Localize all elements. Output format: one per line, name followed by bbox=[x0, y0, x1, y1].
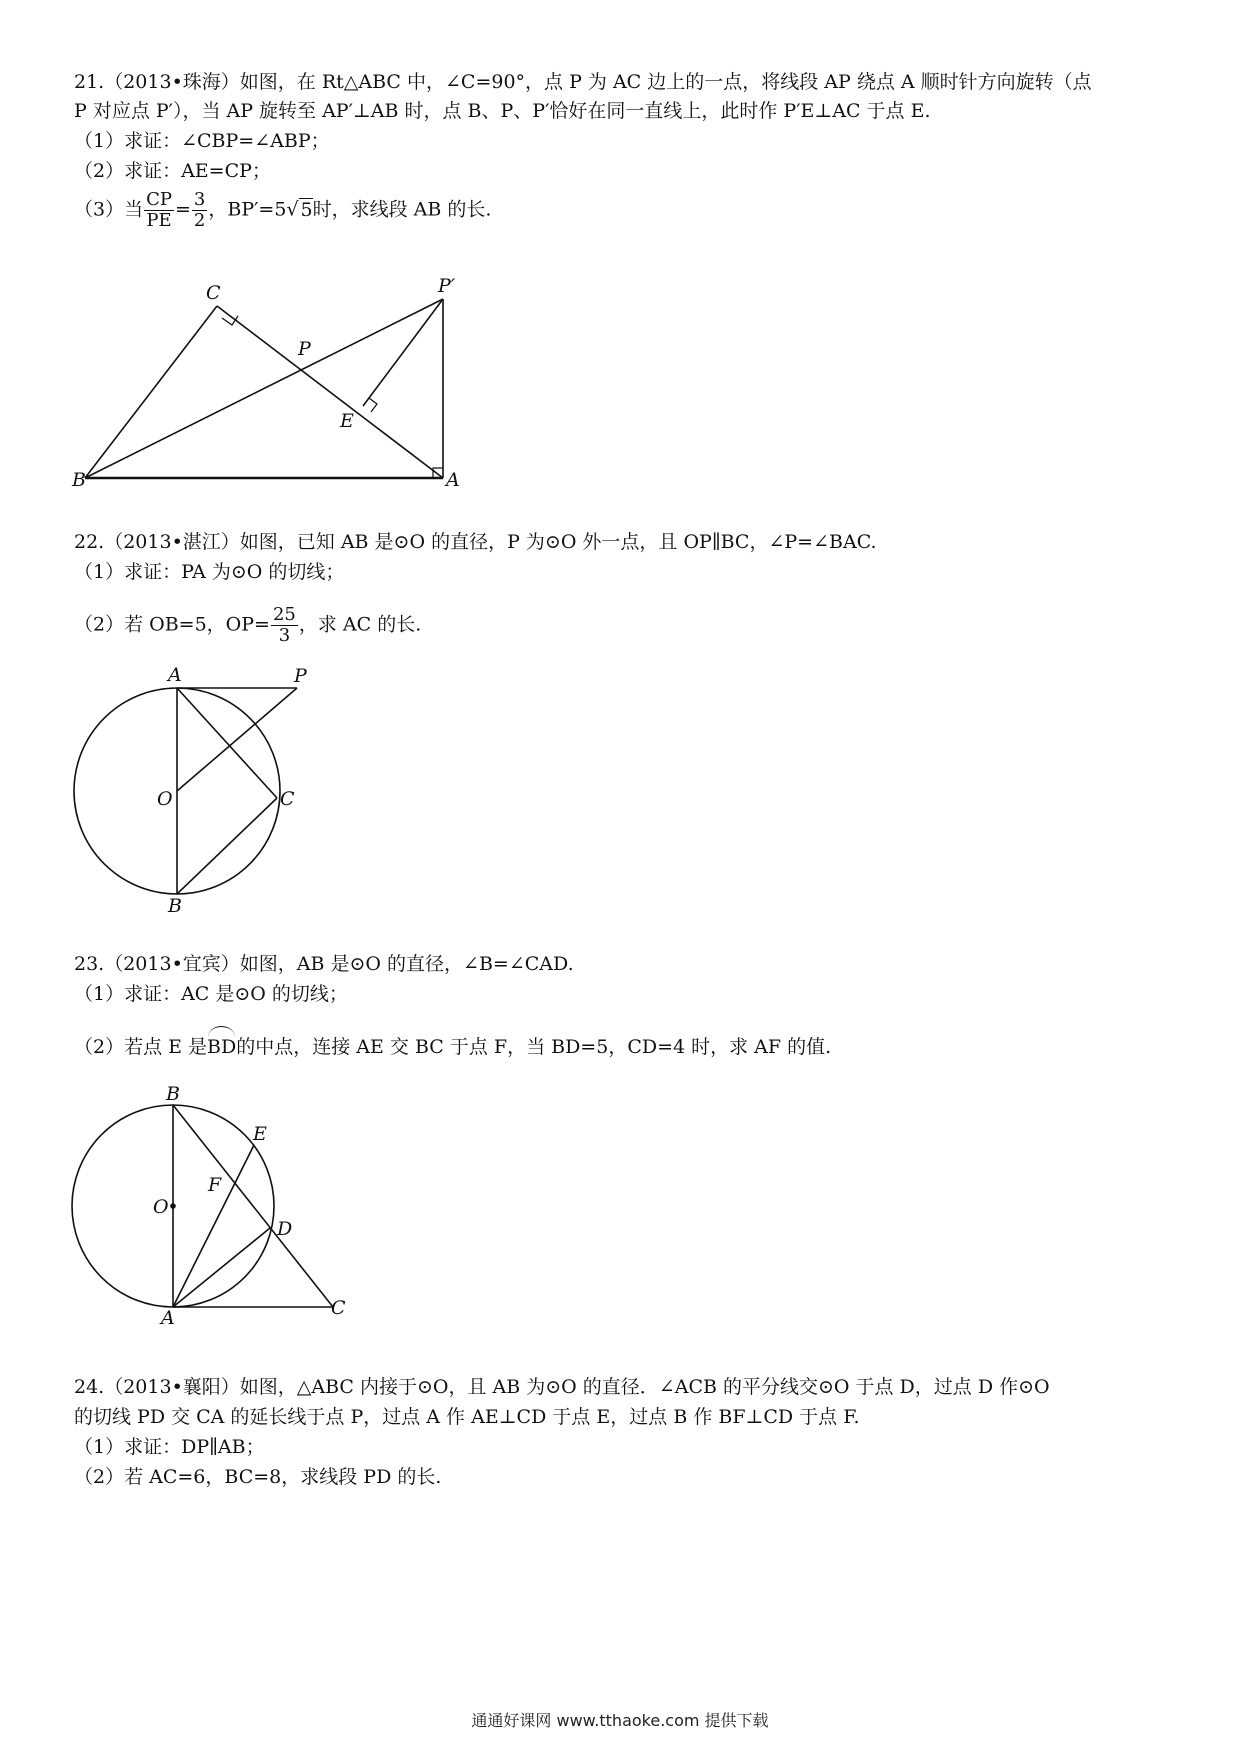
p24-line-2: 的切线 PD 交 CA 的延长线于点 P，过点 A 作 AE⊥CD 于点 E，过点 B 作 BF⊥CD 于点 F. bbox=[74, 1406, 860, 1428]
p24-line-1: 24.（2013•襄阳）如图，△ABC 内接于⊙O，且 AB 为⊙O 的直径．∠ACB 的平分线交⊙O 于点 D，过点 D 作⊙O bbox=[74, 1376, 1050, 1398]
label-c: C bbox=[280, 788, 295, 810]
p24-part-2: （2）若 AC=6，BC=8，求线段 PD 的长. bbox=[74, 1466, 442, 1488]
p22-line-1: 22.（2013•湛江）如图，已知 AB 是⊙O 的直径，P 为⊙O 外一点，且 OP∥BC，∠P=∠BAC. bbox=[74, 531, 877, 553]
p23-part-1: （1）求证：AC 是⊙O 的切线； bbox=[74, 983, 348, 1005]
fraction-numerator: 25 bbox=[272, 604, 296, 625]
p23-part-2-suffix: 的中点，连接 AE 交 BC 于点 F，当 BD=5，CD=4 时，求 AF 的值. bbox=[236, 1036, 832, 1058]
page-footer: 通通好课网 www.tthaoke.com 提供下载 bbox=[471, 1711, 769, 1730]
label-o: O bbox=[153, 1196, 169, 1218]
p21-part-3-mid: ，BP′=5 bbox=[208, 198, 287, 221]
fraction-numerator: CP bbox=[146, 189, 172, 210]
sqrt-sign: √ bbox=[286, 198, 299, 221]
center-dot bbox=[170, 1203, 176, 1209]
p21-line-2: P 对应点 P′），当 AP 旋转至 AP′⊥AB 时，点 B、P、P′恰好在同一直线上，此时作 P′E⊥AC 于点 E. bbox=[74, 100, 931, 122]
label-o: O bbox=[157, 788, 173, 810]
p22-part-1: （1）求证：PA 为⊙O 的切线； bbox=[74, 561, 345, 583]
label-p: P bbox=[298, 338, 311, 360]
label-b: B bbox=[166, 1083, 180, 1105]
label-c: C bbox=[331, 1297, 346, 1319]
label-a: A bbox=[446, 469, 460, 491]
p22-part-2-suffix: ，求 AC 的长. bbox=[298, 613, 422, 636]
p24-part-1: （1）求证：DP∥AB； bbox=[74, 1436, 265, 1458]
equals-sign: = bbox=[174, 198, 191, 221]
segment-ae bbox=[173, 1145, 254, 1307]
label-f: F bbox=[208, 1174, 222, 1196]
p21-part-2: （2）求证：AE=CP； bbox=[74, 160, 271, 182]
label-c: C bbox=[206, 282, 221, 304]
p21-part-1: （1）求证：∠CBP=∠ABP； bbox=[74, 130, 330, 152]
p23-line-1: 23.（2013•宜宾）如图，AB 是⊙O 的直径，∠B=∠CAD. bbox=[74, 953, 574, 975]
sqrt-argument: 5 bbox=[300, 198, 313, 221]
label-p: P bbox=[294, 665, 307, 687]
label-d: D bbox=[277, 1218, 293, 1240]
p21-line-1: 21.（2013•珠海）如图，在 Rt△ABC 中，∠C=90°，点 P 为 AC 边上的一点，将线段 AP 绕点 A 顺时针方向旋转（点 bbox=[74, 71, 1092, 93]
label-a: A bbox=[161, 1307, 175, 1329]
p23-part-2-prefix: （2）若点 E 是 bbox=[74, 1036, 208, 1058]
arc-bd: BD bbox=[207, 1033, 236, 1061]
p21-part-3-suffix: 时，求线段 AB 的长. bbox=[312, 198, 492, 221]
fraction-denominator: 3 bbox=[278, 625, 291, 646]
fraction-denominator: PE bbox=[146, 210, 172, 231]
label-a: A bbox=[168, 664, 182, 686]
p21-part-3-prefix: （3）当 bbox=[74, 198, 144, 221]
fraction-numerator: 3 bbox=[193, 189, 206, 210]
label-e: E bbox=[340, 410, 354, 432]
p22-part-2-prefix: （2）若 OB=5，OP= bbox=[74, 613, 270, 636]
fraction-denominator: 2 bbox=[193, 210, 206, 231]
label-b: B bbox=[168, 895, 182, 917]
label-p-prime: P′ bbox=[438, 275, 456, 297]
label-e: E bbox=[253, 1123, 267, 1145]
label-b: B bbox=[72, 469, 86, 491]
